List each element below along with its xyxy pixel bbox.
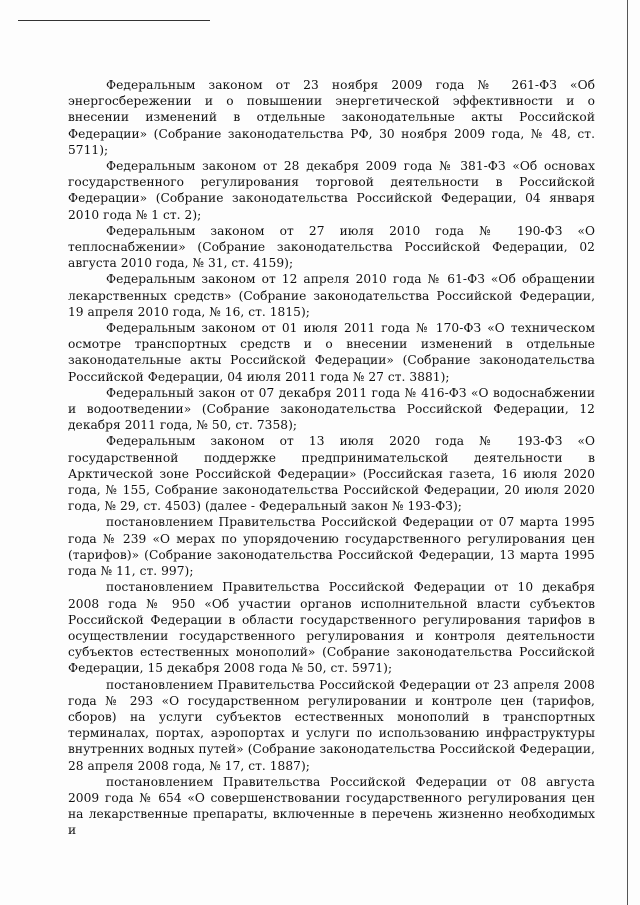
- paragraph-law-381fz: Федеральным законом от 28 декабря 2009 года № 381-ФЗ «Об основах государственного регулирования торговой деятельности в Российской Федерации» (Собрание законодательства Российской Федерации, 04 января 2010 года № 1 ст. 2);: [68, 159, 595, 222]
- paragraph-law-190fz: Федеральным законом от 27 июля 2010 года № 190-ФЗ «О теплоснабжении» (Собрание законодательства Российской Федерации, 02 августа 2010 года, № 31, ст. 4159);: [68, 223, 595, 271]
- header-rule: [18, 20, 210, 21]
- document-body: [68, 77, 595, 839]
- paragraph-decree-950: постановлением Правительства Российской Федерации от 10 декабря 2008 года № 950 «Об участии органов исполнительной власти субъектов Российской Федерации в области государственного регулирования тарифов в осуществлении государственного регулирования и контроля деятельности субъектов естественных монополий» (Собрание законодательства Российской Федерации, 15 декабря 2008 года № 50, ст. 5971);: [68, 580, 595, 676]
- paragraph-law-416fz: Федеральный закон от 07 декабря 2011 года № 416-ФЗ «О водоснабжении и водоотведении» (Собрание законодательства Российской Федерации, 12 декабря 2011 года, № 50, ст. 7358);: [68, 385, 595, 433]
- paragraph-law-193fz: Федеральным законом от 13 июля 2020 года № 193-ФЗ «О государственной поддержке предпринимательской деятельности в Арктической зоне Российской Федерации» (Российская газета, 16 июля 2020 года, № 155, Собрание законодательства Российской Федерации, 20 июля 2020 года, № 29, ст. 4503) (далее - Федеральный закон № 193-ФЗ);: [68, 434, 595, 514]
- paragraph-law-61fz: Федеральным законом от 12 апреля 2010 года № 61-ФЗ «Об обращении лекарственных средств» (Собрание законодательства Российской Федерации, 19 апреля 2010 года, № 16, ст. 1815);: [68, 272, 595, 319]
- paragraph-decree-293: постановлением Правительства Российской Федерации от 23 апреля 2008 года № 293 «О государственном регулировании и контроле цен (тарифов, сборов) на услуги субъектов естественных монополий в транспортных терминалах, портах, аэропортах и услуги по использованию инфраструктуры внутренних водных путей» (Собрание законодательства Российской Федерации, 28 апреля 2008 года, № 17, ст. 1887);: [68, 677, 595, 773]
- page-edge-line: [627, 0, 628, 905]
- paragraph-law-170fz: Федеральным законом от 01 июля 2011 года № 170-ФЗ «О техническом осмотре транспортных средств и о внесении изменений в отдельные законодательные акты Российской Федерации» (Собрание законодательства Российской Федерации, 04 июля 2011 года № 27 ст. 3881);: [68, 321, 595, 384]
- paragraph-law-261fz: Федеральным законом от 23 ноября 2009 года № 261-ФЗ «Об энергосбережении и о повышении энергетической эффективности и о внесении изменений в отдельные законодательные акты Российской Федерации» (Собрание законодательства РФ, 30 ноября 2009 года, № 48, ст. 5711);: [68, 78, 595, 157]
- paragraph-decree-239: постановлением Правительства Российской Федерации от 07 марта 1995 года № 239 «О мерах по упорядочению государственного регулирования цен (тарифов)» (Собрание законодательства Российской Федерации, 13 марта 1995 года № 11, ст. 997);: [68, 515, 595, 579]
- paragraph-decree-654: постановлением Правительства Российской Федерации от 08 августа 2009 года № 654 «О совершенствовании государственного регулирования цен на лекарственные препараты, включенные в перечень жизненно необходимых и: [68, 774, 595, 838]
